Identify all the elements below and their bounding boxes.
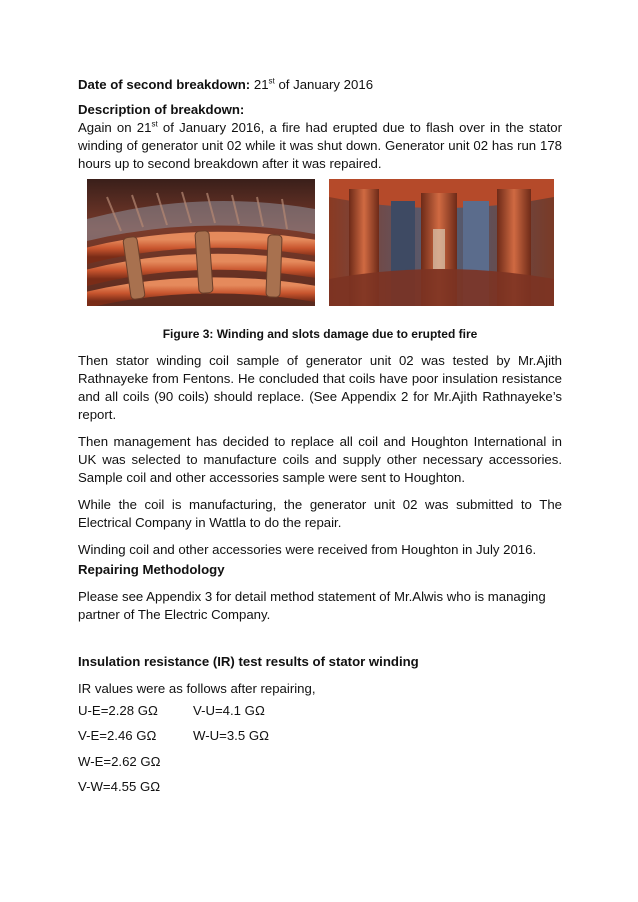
date-day: 21 <box>253 77 269 92</box>
ir-value-ue: U-E=2.28 GΩ <box>78 703 158 718</box>
date-rest: of January 2016 <box>274 77 374 92</box>
ir-value-vw: V-W=4.55 GΩ <box>78 779 161 794</box>
stator-slots-photo <box>329 179 554 306</box>
repair-heading: Repairing Methodology <box>78 562 225 577</box>
body-paragraphs <box>78 352 562 559</box>
ir-value-ve: V-E=2.46 GΩ <box>78 728 157 743</box>
desc-sup: st <box>151 119 158 129</box>
paragraph-testing: Then stator winding coil sample of generator unit 02 was tested by Mr.Ajith Rathnayeke from Fentons. He concluded that coils have poor insulation resistance and all coils (90 coils) should replace. (See Appendix 2 for Mr.Ajith Rathnayeke’s report. <box>78 353 562 422</box>
desc-post: of January 2016, a fire had erupted due to flash over in the stator winding of generator unit 02 while it was shut down. Generator unit 02 has run 178 hours up to second breakdown after it was repaired. <box>78 120 562 171</box>
repair-text: Please see Appendix 3 for detail method statement of Mr.Alwis who is managing partner of The Electric Company. <box>78 589 546 622</box>
stator-winding-coils-photo <box>87 179 315 306</box>
ir-intro: IR values were as follows after repairing, <box>78 681 316 696</box>
figure-caption: Figure 3: Winding and slots damage due to erupted fire <box>162 327 478 341</box>
desc-pre: Again on 21 <box>78 120 152 135</box>
date-suffix: st <box>268 76 275 86</box>
description-block <box>78 101 562 173</box>
ir-value-we: W-E=2.62 GΩ <box>78 754 161 769</box>
repair-section <box>78 561 562 624</box>
description-heading: Description of breakdown: <box>78 102 245 117</box>
ir-value-vu: V-U=4.1 GΩ <box>193 703 265 718</box>
ir-heading: Insulation resistance (IR) test results of stator winding <box>78 654 419 669</box>
date-label: Date of second breakdown: <box>78 77 251 92</box>
paragraph-replacement: Then management has decided to replace all coil and Houghton International in UK was selected to manufacture coils and supply other necessary accessories. Sample coil and other accessories sample were sent to Houghton. <box>78 434 562 485</box>
description-text <box>78 119 562 173</box>
breakdown-date <box>78 76 562 94</box>
ir-section <box>78 653 562 698</box>
ir-value-wu: W-U=3.5 GΩ <box>193 728 269 743</box>
paragraph-submission: While the coil is manufacturing, the generator unit 02 was submitted to The Electrical Company in Wattla to do the repair. <box>78 497 562 530</box>
figure-photos <box>87 179 554 306</box>
paragraph-received: Winding coil and other accessories were received from Houghton in July 2016. <box>78 542 537 557</box>
